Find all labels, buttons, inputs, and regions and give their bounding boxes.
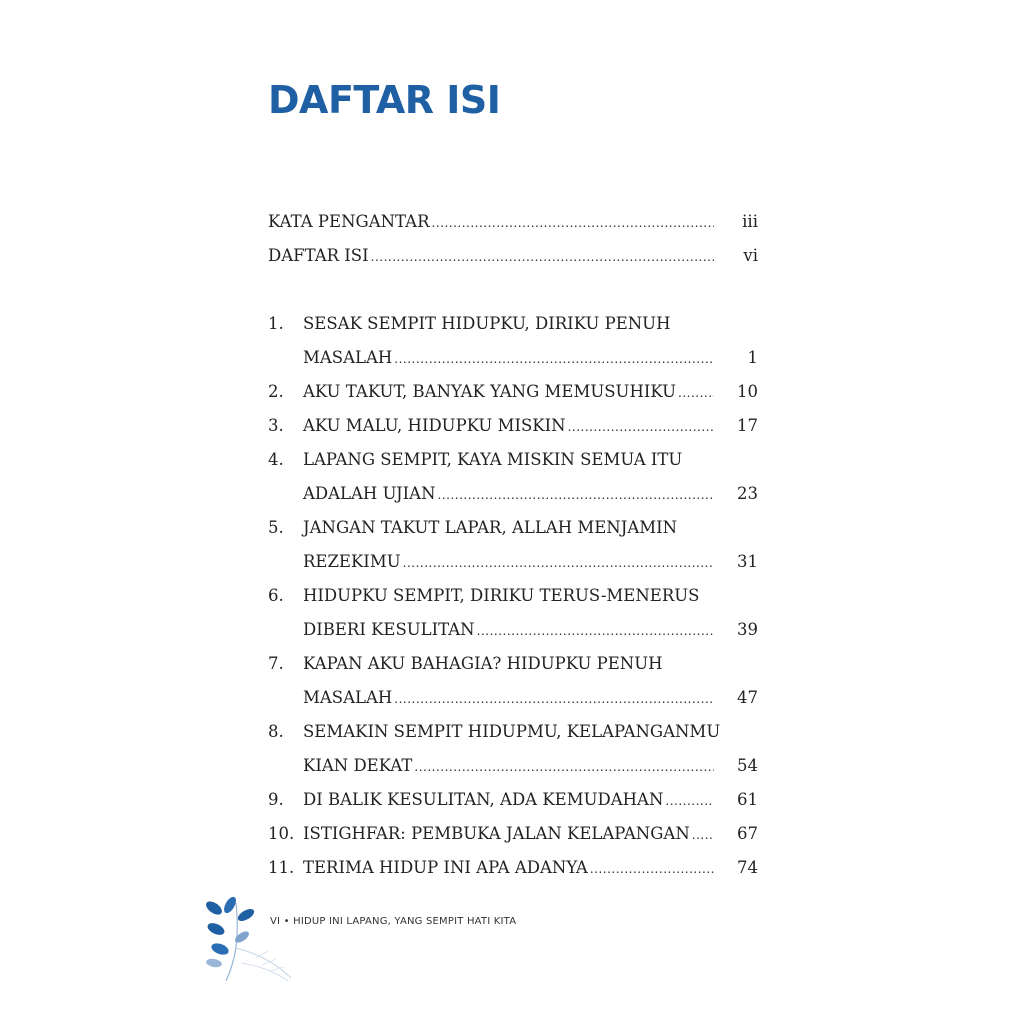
chapter-page-number: 1 bbox=[747, 348, 758, 367]
chapter-title: SEMAKIN SEMPIT HIDUPMU, KELAPANGANMU bbox=[303, 722, 721, 741]
dot-leader bbox=[665, 783, 714, 818]
chapter-number: 5. bbox=[268, 518, 284, 537]
chapter-title-continued: MASALAH bbox=[303, 348, 393, 367]
chapter-title: ISTIGHFAR: PEMBUKA JALAN KELAPANGAN bbox=[303, 824, 690, 843]
chapter-entry bbox=[268, 579, 758, 613]
chapter-entry-continuation bbox=[268, 545, 758, 579]
dot-leader bbox=[438, 477, 714, 512]
chapter-number: 7. bbox=[268, 654, 284, 673]
chapter-title: HIDUPKU SEMPIT, DIRIKU TERUS-MENERUS bbox=[303, 586, 700, 605]
dot-leader bbox=[678, 375, 714, 410]
chapter-page-number: 67 bbox=[737, 824, 758, 843]
chapter-number: 9. bbox=[268, 790, 284, 809]
chapter-title-continued: MASALAH bbox=[303, 688, 393, 707]
chapter-title: JANGAN TAKUT LAPAR, ALLAH MENJAMIN bbox=[303, 518, 678, 537]
chapter-page-number: 54 bbox=[737, 756, 758, 775]
chapter-entry bbox=[268, 307, 758, 341]
dot-leader bbox=[371, 239, 714, 274]
dot-leader bbox=[394, 681, 714, 716]
dot-leader bbox=[403, 545, 714, 580]
chapter-entry bbox=[268, 817, 758, 851]
chapter-entry bbox=[268, 409, 758, 443]
chapter-page-number: 23 bbox=[737, 484, 758, 503]
dot-leader bbox=[477, 613, 714, 648]
chapter-number: 6. bbox=[268, 586, 284, 605]
footer-book-title: HIDUP INI LAPANG, YANG SEMPIT HATI KITA bbox=[293, 916, 517, 927]
toc-entry bbox=[268, 239, 758, 273]
chapter-entry bbox=[268, 443, 758, 477]
chapter-entry bbox=[268, 375, 758, 409]
chapter-title: LAPANG SEMPIT, KAYA MISKIN SEMUA ITU bbox=[303, 450, 683, 469]
chapter-number: 10. bbox=[268, 824, 295, 843]
dot-leader bbox=[414, 749, 714, 784]
chapter-entry bbox=[268, 647, 758, 681]
page-title: DAFTAR ISI bbox=[268, 78, 501, 122]
chapter-title: DI BALIK KESULITAN, ADA KEMUDAHAN bbox=[303, 790, 664, 809]
dot-leader bbox=[394, 341, 714, 376]
running-footer bbox=[270, 916, 516, 927]
chapter-title: AKU MALU, HIDUPKU MISKIN bbox=[303, 416, 566, 435]
toc-page-number: iii bbox=[742, 212, 758, 231]
chapter-title-continued: ADALAH UJIAN bbox=[303, 484, 436, 503]
chapter-entry bbox=[268, 511, 758, 545]
chapter-title: KAPAN AKU BAHAGIA? HIDUPKU PENUH bbox=[303, 654, 663, 673]
toc-entry-label: KATA PENGANTAR bbox=[268, 212, 430, 231]
table-of-contents bbox=[268, 205, 758, 885]
dot-leader bbox=[568, 409, 714, 444]
chapter-page-number: 39 bbox=[737, 620, 758, 639]
chapter-title-continued: DIBERI KESULITAN bbox=[303, 620, 475, 639]
chapter-title-continued: KIAN DEKAT bbox=[303, 756, 413, 775]
dot-leader bbox=[590, 851, 714, 886]
chapter-entry-continuation bbox=[268, 613, 758, 647]
leaf-branch-icon bbox=[196, 893, 296, 983]
chapter-page-number: 10 bbox=[737, 382, 758, 401]
chapter-page-number: 74 bbox=[737, 858, 758, 877]
chapter-number: 4. bbox=[268, 450, 284, 469]
chapter-entry bbox=[268, 783, 758, 817]
chapter-title: SESAK SEMPIT HIDUPKU, DIRIKU PENUH bbox=[303, 314, 671, 333]
chapter-entry bbox=[268, 851, 758, 885]
chapter-number: 3. bbox=[268, 416, 284, 435]
chapter-entry-continuation bbox=[268, 477, 758, 511]
chapter-page-number: 17 bbox=[737, 416, 758, 435]
chapter-number: 2. bbox=[268, 382, 284, 401]
footer-page-number: VI bbox=[270, 916, 281, 927]
chapter-entry-continuation bbox=[268, 341, 758, 375]
chapter-title: AKU TAKUT, BANYAK YANG MEMUSUHIKU bbox=[303, 382, 677, 401]
chapter-number: 1. bbox=[268, 314, 284, 333]
footer-separator: • bbox=[283, 916, 290, 927]
chapter-page-number: 31 bbox=[737, 552, 758, 571]
dot-leader bbox=[692, 817, 714, 852]
chapter-page-number: 47 bbox=[737, 688, 758, 707]
chapter-entry-continuation bbox=[268, 749, 758, 783]
chapter-list bbox=[268, 307, 758, 885]
chapter-entry-continuation bbox=[268, 681, 758, 715]
dot-leader bbox=[432, 205, 715, 240]
chapter-title: TERIMA HIDUP INI APA ADANYA bbox=[303, 858, 588, 877]
toc-entry bbox=[268, 205, 758, 239]
toc-entry-label: DAFTAR ISI bbox=[268, 246, 369, 265]
toc-page-number: vi bbox=[743, 246, 758, 265]
chapter-page-number: 61 bbox=[737, 790, 758, 809]
chapter-entry bbox=[268, 715, 758, 749]
chapter-title-continued: REZEKIMU bbox=[303, 552, 401, 571]
chapter-number: 8. bbox=[268, 722, 284, 741]
chapter-number: 11. bbox=[268, 858, 295, 877]
